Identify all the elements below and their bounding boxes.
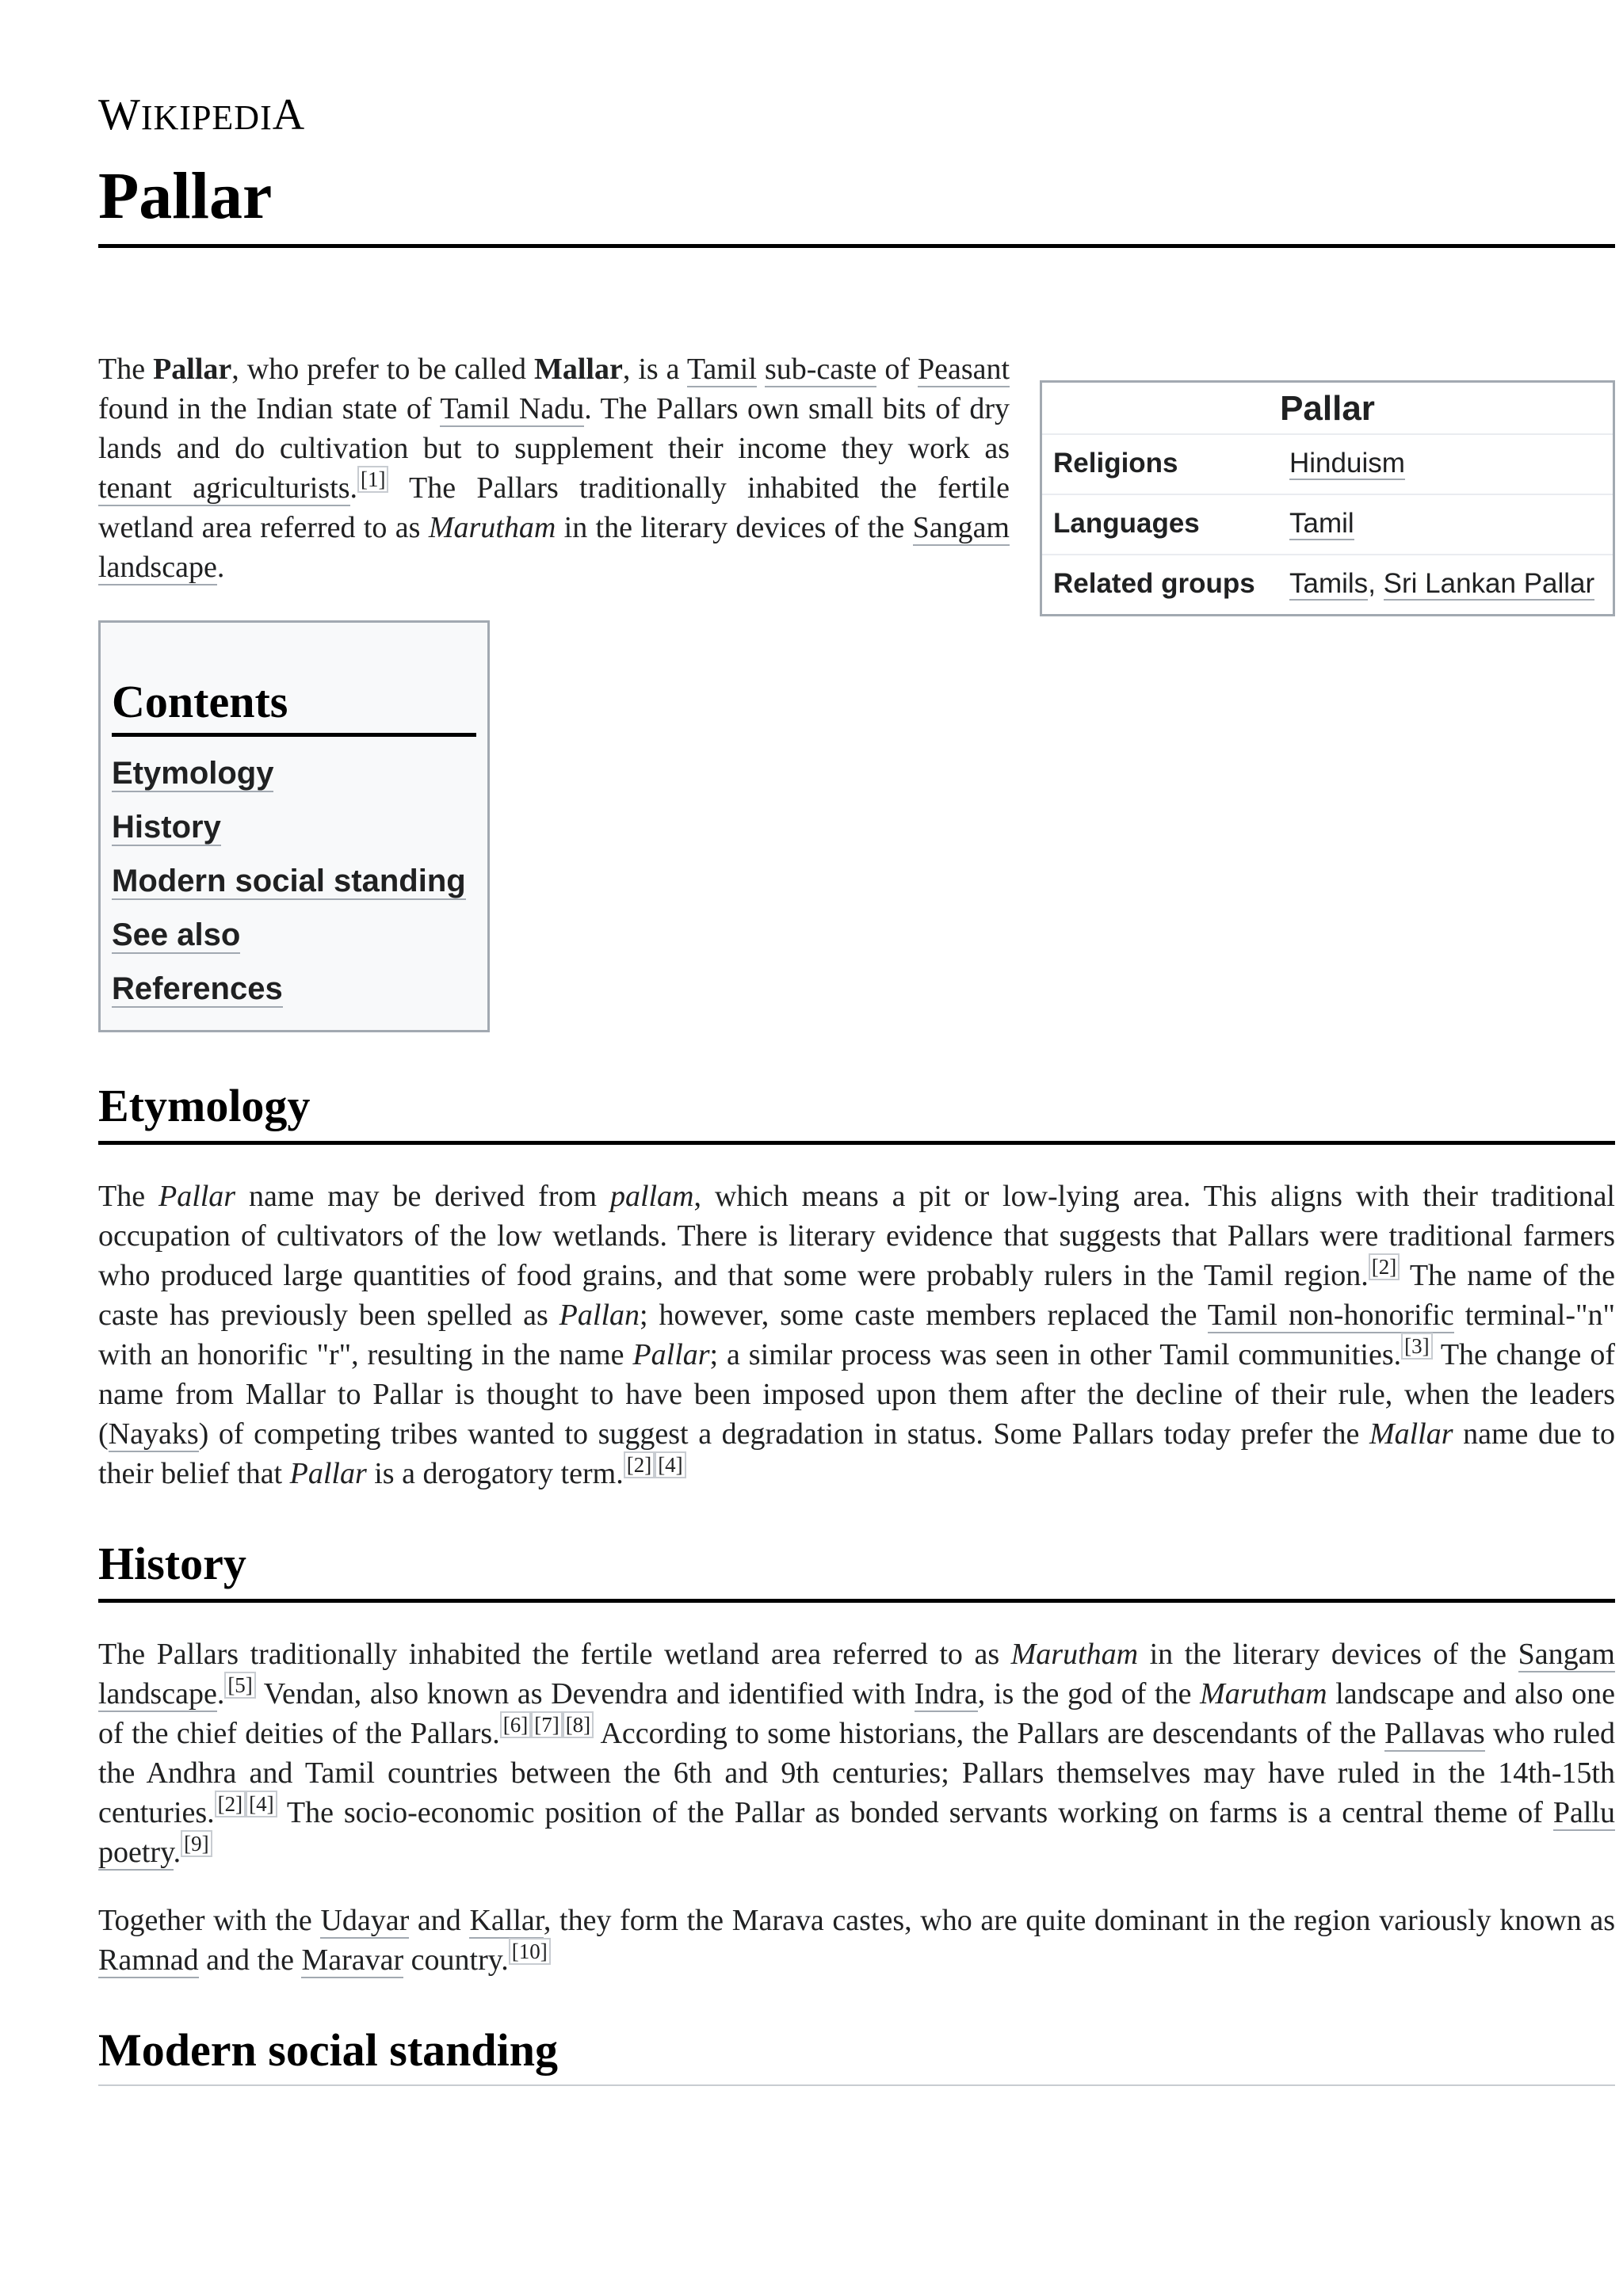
page-title: Pallar [98,160,1615,248]
peasant-link[interactable]: Peasant [917,353,1010,387]
tamil-non-honorific-link[interactable]: Tamil non-honorific [1207,1299,1454,1333]
sangam-landscape-link[interactable]: Sangam landscape [98,511,1010,585]
infobox-title: Pallar [1042,383,1613,435]
article-page [98,0,1615,2086]
table-of-contents [98,620,490,1032]
modern-social-standing-heading: Modern social standing [98,2024,1615,2087]
kallar-link[interactable]: Kallar [469,1903,544,1937]
toc-item-modern-social-standing[interactable]: Modern social standing [112,864,466,899]
nayaks-link[interactable]: Nayaks [108,1417,199,1451]
sri-lankan-pallar-link[interactable]: Sri Lankan Pallar [1383,568,1595,599]
tenant-agriculturists-link[interactable]: tenant agriculturists [98,471,350,505]
wordmark-smallcaps: IKIPEDI [140,98,273,137]
toc-item-history[interactable]: History [112,810,221,845]
tamil-link[interactable]: Tamil [686,353,757,387]
etymology-paragraph: The Pallar name may be derived from pallam, which means a pit or low-lying area. This aligns with their traditional occupation of cultivators of the low wetlands. There is literary evidence that suggests that Pallars were traditional farmers who produced large quantities of food grains, and that some were probably rulers in the Tamil region. [2] The name of the caste has previously been spelled as Pallan; however, some caste members replaced the Tamil non-honorific terminal-"n" with an honorific "r", resulting in the name Pallar; a similar process was seen in other Tamil communities. [3] The change of name from Mallar to Pallar is thought to have been imposed upon them after the decline of their rule, when the leaders (Nayaks) of competing tribes wanted to suggest a degradation in status. Some Pallars today prefer the Mallar name due to their belief that Pallar is a derogatory term. [2] [4] [98,1180,1615,1491]
infobox-label: Religions [1053,448,1178,479]
history-paragraph-2: Together with the Udayar and Kallar, they form the Marava castes, who are quite dominant in the region variously known as Ramnad and the Maravar country. [10] [98,1903,1616,1977]
wordmark-final: A [272,90,306,139]
tamil-nadu-link[interactable]: Tamil Nadu [440,392,585,426]
infobox-row-related-groups [1042,555,1613,614]
infobox-label: Related groups [1053,568,1255,599]
citation-10[interactable]: [10] [509,1938,551,1965]
citation-2[interactable]: [2] [215,1791,246,1817]
sub-caste-link[interactable]: sub-caste [764,353,877,387]
religion-link[interactable]: Hinduism [1289,448,1405,479]
toc-item-etymology[interactable]: Etymology [112,756,274,791]
sangam-landscape-link[interactable]: Sangam landscape [98,1637,1615,1711]
etymology-heading: Etymology [98,1080,1615,1145]
language-link[interactable]: Tamil [1289,508,1354,539]
citation-9[interactable]: [9] [181,1830,212,1857]
citation-8[interactable]: [8] [563,1711,594,1738]
citation-7[interactable]: [7] [531,1711,562,1738]
udayar-link[interactable]: Udayar [320,1903,410,1937]
ramnad-link[interactable]: Ramnad [98,1943,199,1977]
lead-paragraph: The Pallar, who prefer to be called Mallar, is a Tamil sub-caste of Peasant found in the Indian state of Tamil Nadu. The Pallars own small bits of dry lands and do cultivation but to supplement their income they work as tenant agriculturists. [1] The Pallars traditionally inhabited the fertile wetland area referred to as Marutham in the literary devices of the Sangam landscape. [98,353,1010,585]
infobox-row-religions [1042,435,1613,495]
pallavas-link[interactable]: Pallavas [1384,1716,1485,1750]
separator: , [1368,568,1384,599]
infobox-row-languages [1042,495,1613,555]
citation-1[interactable]: [1] [357,466,388,493]
citation-6[interactable]: [6] [500,1711,531,1738]
infobox [1040,380,1615,616]
bold-term: Mallar [533,353,623,387]
pallu-poetry-link[interactable]: Pallu poetry [98,1795,1615,1869]
citation-3[interactable]: [3] [1401,1333,1432,1360]
wikipedia-wordmark[interactable] [98,87,1615,143]
infobox-label: Languages [1053,508,1200,539]
bold-term: Pallar [153,353,232,387]
history-paragraph-1: The Pallars traditionally inhabited the fertile wetland area referred to as Marutham in the literary devices of the Sangam landscape. [5] Vendan, also known as Devendra and identified with Indra, is the god of the Marutham landscape and also one of the chief deities of the Pallars. [6] [7] [8] According to some historians, the Pallars are descendants of the Pallavas who ruled the Andhra and Tamil countries between the 6th and 9th centuries; Pallars themselves may have ruled in the 14th-15th centuries. [2] [4] The socio-economic position of the Pallar as bonded servants working on farms is a central theme of Pallu poetry. [9] [98,1637,1615,1869]
toc-item-references[interactable]: References [112,971,283,1007]
citation-4[interactable]: [4] [246,1791,277,1817]
wordmark-initial: W [98,90,141,139]
citation-2[interactable]: [2] [624,1451,655,1478]
history-heading: History [98,1538,1615,1603]
citation-5[interactable]: [5] [224,1672,255,1699]
tamils-link[interactable]: Tamils [1289,568,1369,599]
indra-link[interactable]: Indra [914,1676,978,1711]
citation-2[interactable]: [2] [1369,1253,1400,1280]
toc-title: Contents [112,675,476,737]
maravar-link[interactable]: Maravar [301,1943,404,1977]
toc-item-see-also[interactable]: See also [112,917,241,953]
citation-4[interactable]: [4] [655,1451,685,1478]
